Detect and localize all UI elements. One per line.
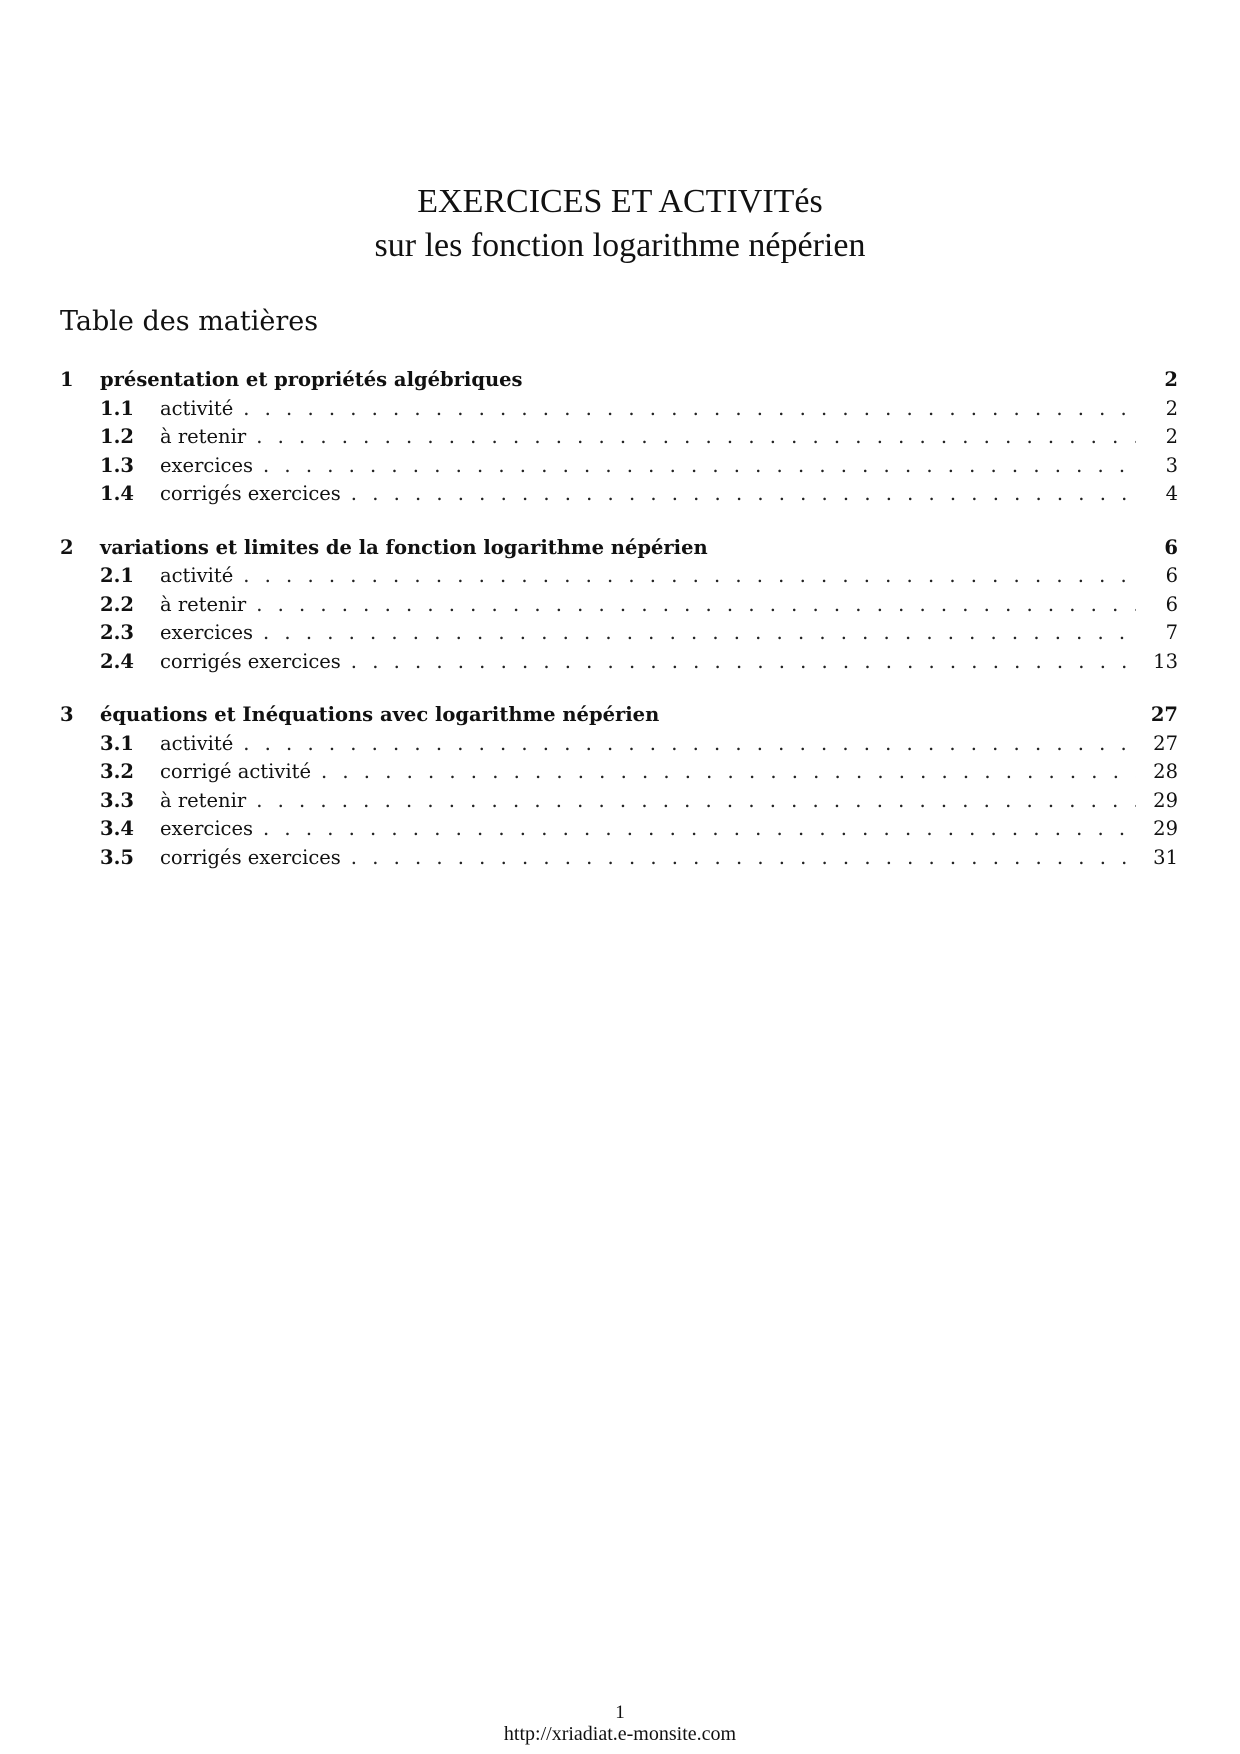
- toc-subsection-page: 2: [1165, 396, 1178, 420]
- toc-dot-leader: [321, 758, 1136, 787]
- toc-subsection-title: activité: [160, 731, 234, 755]
- toc-heading: Table des matières: [60, 306, 319, 337]
- toc-subsection-title: corrigés exercices: [160, 649, 341, 673]
- toc-subsection-title: exercices: [160, 817, 254, 840]
- toc-subsection-entry[interactable]: [60, 758, 1178, 787]
- toc-subsection-number: 1.4: [100, 482, 134, 505]
- toc-subsection-title: corrigé activité: [160, 760, 312, 783]
- toc-subsection-number: 1.2: [100, 425, 134, 448]
- toc-subsection-title: corrigés exercices: [160, 845, 341, 869]
- toc-subsection-page: 29: [1153, 788, 1178, 812]
- toc-subsection-entry[interactable]: [60, 730, 1178, 759]
- toc-subsection-number: 3.1: [100, 731, 134, 755]
- toc-section: [60, 366, 1178, 509]
- document-title: [0, 180, 1240, 268]
- toc-dot-leader: [256, 423, 1136, 452]
- title-line-2: sur les fonction logarithme népérien: [374, 227, 866, 264]
- toc-subsection-page: 29: [1153, 817, 1178, 840]
- toc-subsection-number: 2.4: [100, 649, 134, 673]
- toc-dot-leader: [243, 395, 1136, 424]
- toc-subsection-entry[interactable]: [60, 480, 1178, 509]
- toc-section-title: équations et Inéquations avec logarithme népérien: [100, 703, 660, 726]
- toc-section-page: 6: [1164, 535, 1178, 559]
- toc-section-number: 3: [60, 703, 74, 726]
- toc-subsection-title: activité: [160, 396, 234, 420]
- toc-section: [60, 534, 1178, 677]
- toc-subsection-entry[interactable]: [60, 452, 1178, 481]
- toc-subsection-title: à retenir: [160, 425, 247, 448]
- toc-subsection-number: 3.5: [100, 845, 134, 869]
- toc-dot-leader: [351, 480, 1136, 509]
- toc-section-page: 27: [1150, 703, 1178, 726]
- toc-dot-leader: [243, 730, 1136, 759]
- toc-subsection-title: corrigés exercices: [160, 482, 341, 505]
- toc-section-entry[interactable]: [60, 366, 1178, 395]
- toc-subsection-number: 1.1: [100, 396, 134, 420]
- toc-section-title: présentation et propriétés algébriques: [100, 368, 523, 391]
- toc-subsection-entry[interactable]: [60, 844, 1178, 873]
- toc-subsection-page: 13: [1153, 649, 1178, 673]
- toc-dot-leader: [256, 787, 1136, 816]
- toc-dot-leader: [263, 815, 1136, 844]
- footer-page-number: 1: [615, 1702, 625, 1723]
- toc-subsection-number: 2.2: [100, 592, 134, 616]
- toc-subsection-entry[interactable]: [60, 423, 1178, 452]
- toc-subsection-number: 3.4: [100, 817, 134, 840]
- toc-subsection-entry[interactable]: [60, 815, 1178, 844]
- toc-subsection-entry[interactable]: [60, 648, 1178, 677]
- toc-subsection-entry[interactable]: [60, 787, 1178, 816]
- toc-subsection-number: 3.3: [100, 788, 134, 812]
- toc-section-entry[interactable]: [60, 534, 1178, 563]
- toc-section-number: 2: [60, 535, 74, 559]
- table-of-contents: [60, 366, 1178, 897]
- toc-subsection-entry[interactable]: [60, 562, 1178, 591]
- toc-dot-leader: [351, 844, 1136, 873]
- toc-subsection-title: à retenir: [160, 788, 247, 812]
- toc-subsection-title: à retenir: [160, 592, 247, 616]
- toc-subsection-page: 31: [1153, 845, 1178, 869]
- toc-subsection-entry[interactable]: [60, 591, 1178, 620]
- toc-subsection-page: 28: [1153, 760, 1178, 783]
- toc-subsection-page: 6: [1165, 564, 1178, 587]
- toc-section-entry[interactable]: [60, 701, 1178, 730]
- toc-subsection-page: 27: [1153, 731, 1178, 755]
- toc-subsection-title: exercices: [160, 453, 254, 477]
- toc-dot-leader: [263, 619, 1136, 648]
- toc-subsection-page: 7: [1165, 621, 1178, 644]
- toc-subsection-title: activité: [160, 564, 234, 587]
- toc-section: [60, 701, 1178, 872]
- toc-subsection-page: 6: [1165, 592, 1178, 616]
- title-line-1: EXERCICES ET ACTIVITés: [417, 183, 823, 220]
- toc-dot-leader: [256, 591, 1136, 620]
- toc-subsection-page: 4: [1165, 482, 1178, 505]
- toc-subsection-entry[interactable]: [60, 395, 1178, 424]
- footer-url[interactable]: http://xriadiat.e-monsite.com: [503, 1723, 737, 1745]
- toc-section-number: 1: [60, 368, 74, 391]
- toc-section-title: variations et limites de la fonction logarithme népérien: [100, 535, 708, 559]
- toc-subsection-title: exercices: [160, 621, 254, 644]
- toc-section-page: 2: [1164, 368, 1178, 391]
- toc-subsection-number: 2.3: [100, 621, 134, 644]
- toc-dot-leader: [263, 452, 1136, 481]
- toc-subsection-page: 3: [1165, 453, 1178, 477]
- toc-subsection-number: 1.3: [100, 453, 134, 477]
- toc-dot-leader: [243, 562, 1136, 591]
- toc-subsection-page: 2: [1165, 425, 1178, 448]
- toc-subsection-number: 3.2: [100, 760, 134, 783]
- toc-subsection-number: 2.1: [100, 564, 134, 587]
- toc-subsection-entry[interactable]: [60, 619, 1178, 648]
- toc-dot-leader: [351, 648, 1136, 677]
